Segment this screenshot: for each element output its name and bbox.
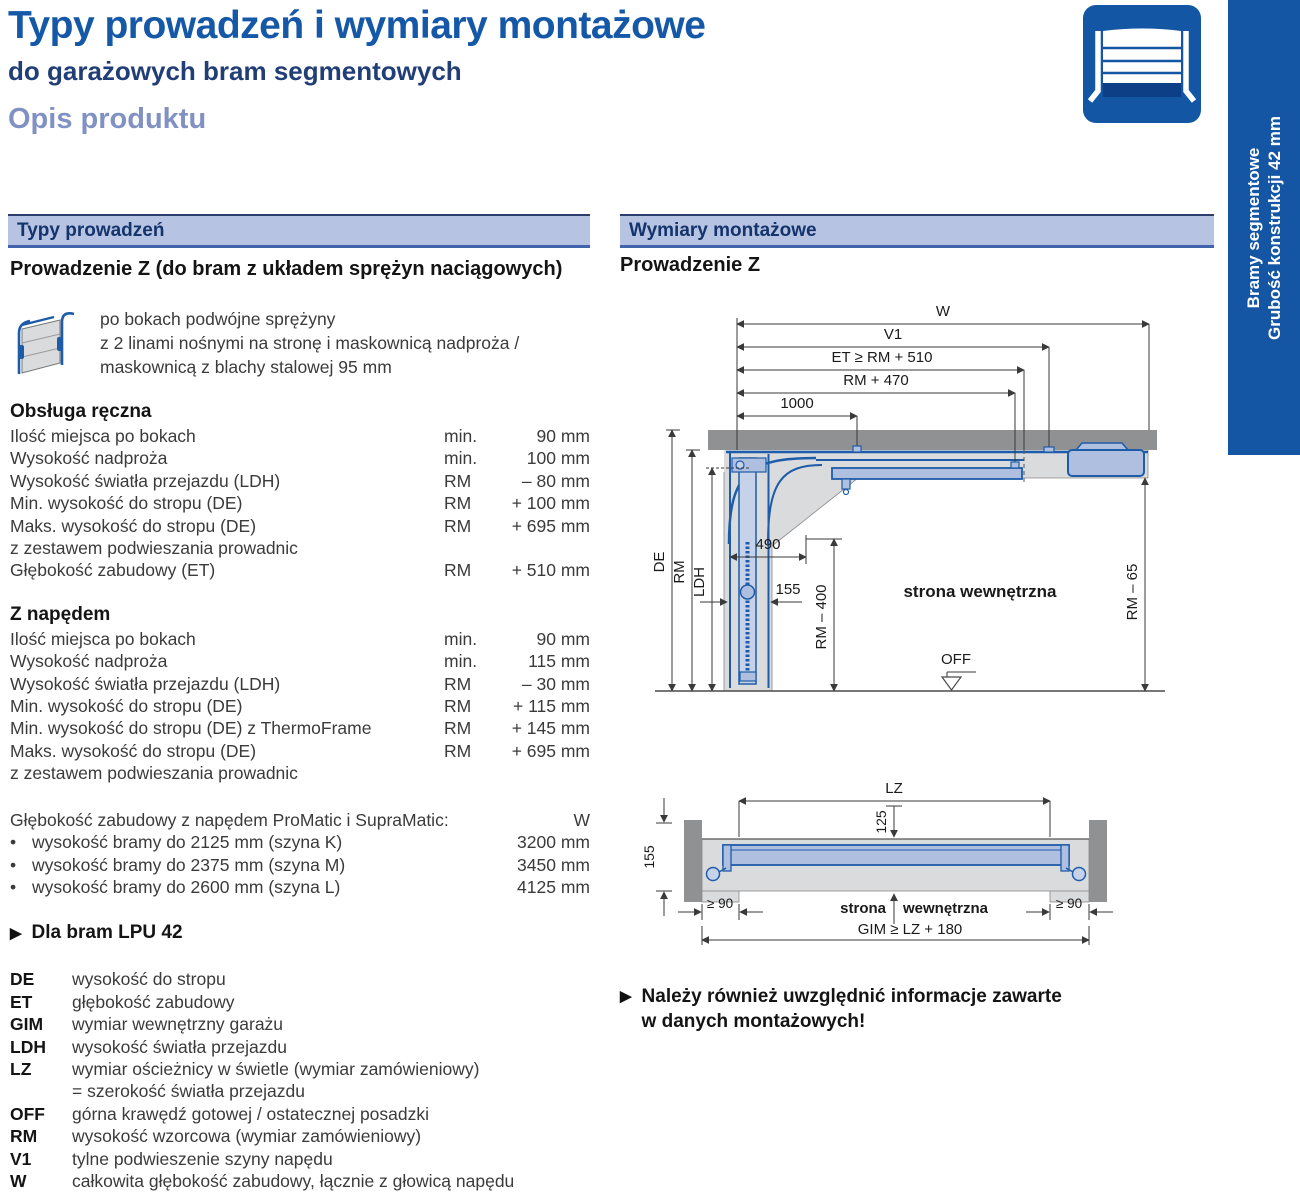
row-label: Min. wysokość do stropu (DE) <box>10 493 243 514</box>
manual-heading: Obsługa ręczna <box>10 401 152 422</box>
row-label: Min. wysokość do stropu (DE) z ThermoFrame <box>10 718 372 739</box>
table-row <box>10 650 590 672</box>
left-column <box>8 214 590 1192</box>
row-prefix <box>444 537 494 559</box>
row-prefix: RM <box>444 515 472 536</box>
page-subtitle: do garażowych bram segmentowych <box>8 56 462 86</box>
table-row <box>10 470 590 492</box>
legend-desc-line2: = szerokość światła przejazdu <box>72 1081 305 1102</box>
table-row <box>10 559 590 581</box>
table-row <box>10 447 590 469</box>
table-row <box>10 695 590 717</box>
dim-125: 125 <box>873 810 889 834</box>
dim-w: W <box>935 303 951 320</box>
drive-depth-block <box>8 809 590 899</box>
legend-term: ET <box>10 991 33 1012</box>
legend-row <box>10 1125 590 1147</box>
list-item <box>10 831 590 853</box>
intro-line2: z 2 linami nośnymi na stronę i maskownicą nadproża / <box>100 333 520 353</box>
legend-term: LDH <box>10 1036 46 1057</box>
drive-depth-heading-row <box>10 809 590 831</box>
table-row <box>10 628 590 650</box>
legend-desc: wymiar wewnętrzny garażu <box>72 1014 284 1035</box>
side-tab-line1: Bramy segmentowe <box>1244 147 1263 308</box>
table-row <box>10 740 590 762</box>
lpu-note-text: Dla bram LPU 42 <box>31 922 183 944</box>
item-value: 3200 mm <box>517 832 590 853</box>
dim-et: ET ≥ RM + 510 <box>831 349 933 366</box>
track-type-z-icon <box>10 307 74 379</box>
row-label: Wysokość nadproża <box>10 651 168 672</box>
triangle-marker-icon: ▶ <box>620 988 632 1005</box>
legend-row <box>10 1058 590 1103</box>
row-prefix: RM <box>444 696 472 717</box>
legend-desc: wysokość do stropu <box>72 969 226 990</box>
dim-rm: RM <box>671 560 688 584</box>
dim-rm400: RM – 400 <box>813 584 830 650</box>
row-prefix: RM <box>444 740 472 761</box>
row-label: z zestawem podwieszania prowadnic <box>10 538 298 559</box>
legend-term: OFF <box>10 1103 45 1124</box>
dimension-155 <box>641 798 672 916</box>
inside-label-a: strona <box>840 900 886 917</box>
table-row <box>10 717 590 739</box>
dim-490: 490 <box>755 536 781 553</box>
legend-row <box>10 1013 590 1035</box>
note-text <box>642 984 1062 1034</box>
table-row <box>10 492 590 514</box>
item-label: wysokość bramy do 2600 mm (szyna L) <box>32 876 341 897</box>
legend-term: DE <box>10 969 35 990</box>
row-value: + 695 mm <box>511 740 590 761</box>
dim-1000: 1000 <box>780 395 814 412</box>
row-label: z zestawem podwieszania prowadnic <box>10 763 298 784</box>
dim-gim: GIM ≥ LZ + 180 <box>857 921 963 938</box>
side-tab-text <box>1231 8 1297 448</box>
manual-table <box>8 425 590 582</box>
row-prefix: min. <box>444 628 478 649</box>
side-view-drawing <box>620 292 1205 717</box>
bullet: • <box>10 876 17 897</box>
section-bar-mounting-dimensions: Wymiary montażowe <box>620 214 1214 248</box>
dim-ge90: ≥ 90 <box>1055 896 1083 911</box>
side-tab <box>1228 0 1300 455</box>
legend-desc <box>72 1058 590 1103</box>
item-label: wysokość bramy do 2375 mm (szyna M) <box>32 854 346 875</box>
table-row <box>10 762 590 784</box>
dimension-gim <box>702 921 1089 945</box>
drive-depth-heading: Głębokość zabudowy z napędem ProMatic i SupraMatic: <box>10 809 449 830</box>
row-prefix <box>444 762 494 784</box>
dim-155: 155 <box>775 581 801 598</box>
table-row <box>10 425 590 447</box>
legend-desc-line1: wymiar ościeżnicy w świetle (wymiar zamówieniowy) <box>72 1058 480 1079</box>
bullet: • <box>10 832 17 853</box>
drive-depth-heading-value: W <box>573 809 590 830</box>
section-heading: Opis produktu <box>8 103 207 135</box>
track-housing <box>724 450 1148 691</box>
row-label: Ilość miejsca po bokach <box>10 426 196 446</box>
row-label: Ilość miejsca po bokach <box>10 628 196 649</box>
legend-row <box>10 968 590 990</box>
dim-v1: V1 <box>883 326 903 343</box>
bullet: • <box>10 854 17 875</box>
track-z-title: Prowadzenie Z (do bram z układem sprężyn naciągowych) <box>10 258 563 280</box>
legend-desc: całkowita głębokość zabudowy, łącznie z głowicą napędu <box>72 1170 515 1191</box>
dim-de: DE <box>651 551 668 573</box>
row-value: + 145 mm <box>511 718 590 739</box>
row-value: 90 mm <box>536 426 590 446</box>
off-floor-marker <box>941 651 976 690</box>
legend-desc: tylne podwieszenie szyny napędu <box>72 1148 333 1169</box>
row-label: Maks. wysokość do stropu (DE) <box>10 515 257 536</box>
row-prefix: RM <box>444 673 472 694</box>
mounting-data-note <box>620 984 1062 1034</box>
legend-row <box>10 991 590 1013</box>
legend-row <box>10 1170 590 1192</box>
inside-label: strona wewnętrzna <box>903 582 1057 601</box>
table-row <box>10 673 590 695</box>
row-prefix: RM <box>444 470 472 491</box>
dim-ge90: ≥ 90 <box>706 896 734 911</box>
legend-term: V1 <box>10 1148 32 1169</box>
row-prefix: RM <box>444 560 472 581</box>
powered-heading: Z napędem <box>10 603 111 625</box>
page-title: Typy prowadzeń i wymiary montażowe <box>8 4 706 47</box>
item-value: 3450 mm <box>517 854 590 875</box>
row-label: Wysokość światła przejazdu (LDH) <box>10 673 281 694</box>
legend-term: GIM <box>10 1014 44 1035</box>
powered-table <box>8 628 590 785</box>
row-value: 100 mm <box>526 448 590 469</box>
side-tab-line2: Grubość konstrukcji 42 mm <box>1265 115 1284 340</box>
item-label: wysokość bramy do 2125 mm (szyna K) <box>32 832 343 853</box>
intro-text <box>100 307 519 379</box>
note-line1: Należy również uwzględnić informacje zawarte <box>641 986 1062 1007</box>
lpu-note <box>8 922 590 944</box>
row-prefix: RM <box>444 718 472 739</box>
inside-label-b: wewnętrzna <box>903 900 989 917</box>
list-item <box>10 876 590 898</box>
legend-term: LZ <box>10 1058 32 1079</box>
legend-term: RM <box>10 1126 38 1147</box>
intro-line1: po bokach podwójne sprężyny <box>100 309 336 329</box>
row-value: 115 mm <box>528 651 590 672</box>
dimension-125 <box>873 806 902 837</box>
row-value: + 115 mm <box>513 696 590 717</box>
item-value: 4125 mm <box>517 876 590 897</box>
row-value: + 510 mm <box>511 560 590 581</box>
note-line2: w danych montażowych! <box>641 1011 866 1032</box>
table-row <box>10 515 590 537</box>
row-label: Wysokość nadproża <box>10 448 168 469</box>
legend-desc: głębokość zabudowy <box>72 991 235 1012</box>
row-value <box>494 537 590 559</box>
row-value: 90 mm <box>536 628 590 649</box>
dim-rm65: RM – 65 <box>1124 563 1141 621</box>
triangle-marker-icon: ▶ <box>10 925 22 943</box>
legend-term: W <box>10 1170 27 1191</box>
intro-block <box>8 307 590 379</box>
row-label: Min. wysokość do stropu (DE) <box>10 696 243 717</box>
drive-rail <box>832 468 1022 495</box>
legend-row <box>10 1148 590 1170</box>
legend <box>8 968 590 1192</box>
legend-desc: wysokość światła przejazdu <box>72 1036 287 1057</box>
row-prefix: min. <box>444 426 478 446</box>
plan-view-drawing <box>620 758 1205 948</box>
row-label: Wysokość światła przejazdu (LDH) <box>10 470 281 491</box>
legend-desc: górna krawędź gotowej / ostatecznej posadzki <box>72 1103 430 1124</box>
right-column <box>620 214 1205 1130</box>
dim-lz: LZ <box>885 780 903 797</box>
dim-rm470: RM + 470 <box>843 372 909 389</box>
legend-desc: wysokość wzorcowa (wymiar zamówieniowy) <box>72 1126 422 1147</box>
row-value: + 100 mm <box>511 493 590 514</box>
intro-line3: maskownicą z blachy stalowej 95 mm <box>100 357 392 377</box>
row-value: – 80 mm <box>521 470 590 491</box>
row-value: – 30 mm <box>521 673 590 694</box>
row-value <box>494 762 590 784</box>
off-label: OFF <box>941 651 971 668</box>
drawing-title: Prowadzenie Z <box>620 254 761 276</box>
row-label: Maks. wysokość do stropu (DE) <box>10 740 257 761</box>
section-bar-track-types: Typy prowadzeń <box>8 214 590 248</box>
garage-door-icon <box>1083 5 1201 123</box>
list-item <box>10 854 590 876</box>
table-row <box>10 537 590 559</box>
dim-ldh: LDH <box>691 566 708 598</box>
row-value: + 695 mm <box>511 515 590 536</box>
legend-row <box>10 1036 590 1058</box>
row-label: Głębokość zabudowy (ET) <box>10 560 216 581</box>
row-prefix: min. <box>444 448 478 469</box>
inside-label-plan <box>840 894 989 924</box>
row-prefix: RM <box>444 493 472 514</box>
row-prefix: min. <box>444 651 478 672</box>
dim-155-plan: 155 <box>641 845 657 869</box>
legend-row <box>10 1103 590 1125</box>
